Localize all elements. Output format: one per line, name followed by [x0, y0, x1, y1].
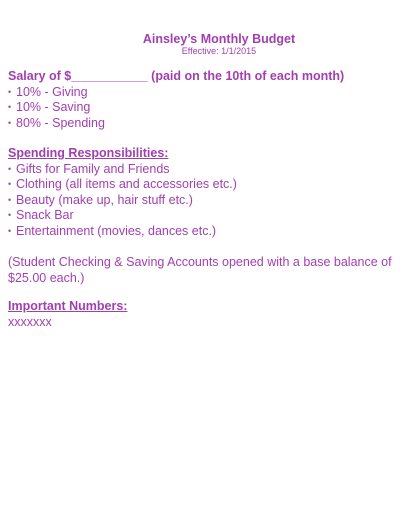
list-item [8, 162, 404, 178]
salary-item-spending: 80% - Spending [16, 115, 105, 130]
list-item [8, 100, 404, 116]
effective-date: Effective: 1/1/2015 [181, 46, 257, 56]
bullet-icon: • [8, 117, 12, 128]
list-item [8, 177, 404, 193]
list-item [8, 208, 404, 224]
salary-heading: Salary of $___________ (paid on the 10th of each month) [8, 69, 345, 83]
bullet-icon: • [8, 210, 12, 220]
bullet-icon: • [8, 179, 12, 189]
important-section [8, 299, 404, 330]
bullet-icon: • [8, 86, 12, 97]
spending-heading: Spending Responsibilities: [8, 146, 169, 160]
spending-item: Beauty (make up, hair stuff etc.) [16, 192, 193, 207]
bullet-icon: • [8, 225, 12, 236]
list-item [8, 224, 404, 240]
bullet-icon: • [8, 102, 12, 112]
salary-item-giving: 10% - Giving [16, 84, 88, 99]
accounts-note: (Student Checking & Saving Accounts opened with a base balance of $25.00 each.) [8, 255, 392, 285]
list-item [8, 193, 404, 209]
bullet-icon: • [8, 194, 12, 205]
spending-item: Clothing (all items and accessories etc.) [16, 177, 237, 191]
list-item [8, 85, 404, 101]
spending-item: Gifts for Family and Friends [16, 161, 170, 176]
bullet-icon: • [8, 163, 12, 174]
document-title: Ainsley’s Monthly Budget [142, 32, 296, 46]
spending-item: Entertainment (movies, dances etc.) [16, 223, 217, 238]
list-item [8, 116, 404, 132]
spending-section [8, 146, 404, 239]
important-value: xxxxxxx [8, 314, 52, 329]
salary-item-saving: 10% - Saving [16, 100, 91, 114]
spending-item: Snack Bar [16, 208, 74, 222]
important-heading: Important Numbers: [8, 299, 128, 313]
salary-section [8, 69, 404, 131]
